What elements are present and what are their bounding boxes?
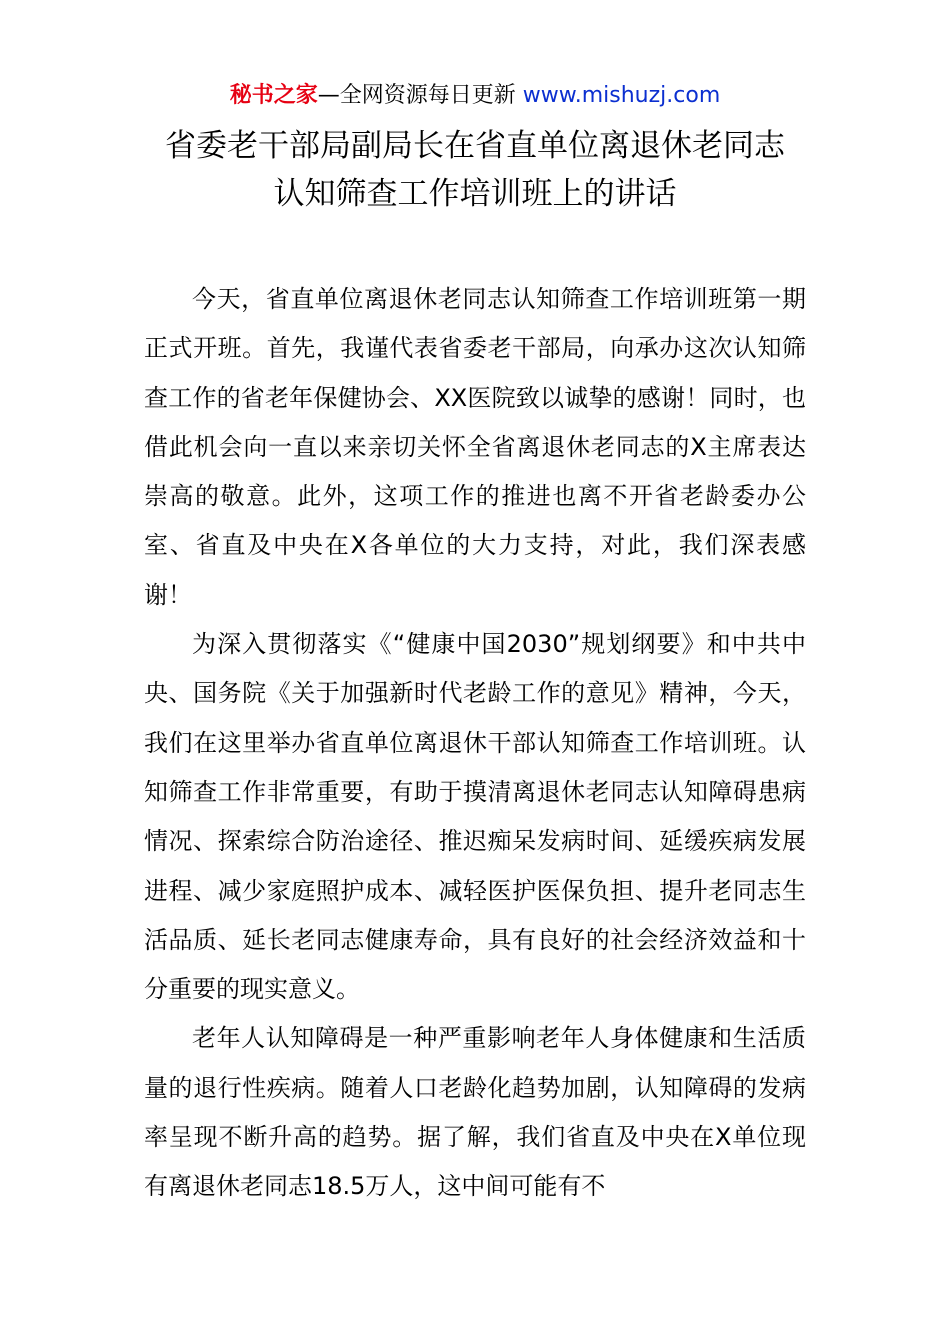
document-title [0,122,950,218]
paragraph-3: 老年人认知障碍是一种严重影响老年人身体健康和生活质量的退行性疾病。随着人口老龄化趋势加剧，认知障碍的发病率呈现不断升高的趋势。据了解，我们省直及中央在X单位现有离退休老同志18.5万人，这中间可能有不 [144,1024,806,1201]
title-line-1: 省委老干部局副局长在省直单位离退休老同志 [165,128,785,164]
header-tagline: —全网资源每日更新 [317,83,516,108]
site-header [0,80,950,112]
paragraph-1: 今天，省直单位离退休老同志认知筛查工作培训班第一期正式开班。首先，我谨代表省委老干部局，向承办这次认知筛查工作的省老年保健协会、XX医院致以诚挚的感谢！同时，也借此机会向一直以来亲切关怀全省离退休老同志的X主席表达崇高的敬意。此外，这项工作的推进也离不开省老龄委办公室、省直及中央在X各单位的大力支持，对此，我们深表感谢！ [144,285,806,609]
site-url-link[interactable]: www.mishuzj.com [522,83,721,108]
title-line-2: 认知筛查工作培训班上的讲话 [273,176,677,212]
brand-name: 秘书之家 [229,83,318,108]
paragraph-2: 为深入贯彻落实《“健康中国2030”规划纲要》和中共中央、国务院《关于加强新时代老龄工作的意见》精神，今天，我们在这里举办省直单位离退休干部认知筛查工作培训班。认知筛查工作非常重要，有助于摸清离退休老同志认知障碍患病情况、探索综合防治途径、推迟痴呆发病时间、延缓疾病发展进程、减少家庭照护成本、减轻医护医保负担、提升老同志生活品质、延长老同志健康寿命，具有良好的社会经济效益和十分重要的现实意义。 [144,630,806,1004]
document-body [144,275,806,1212]
